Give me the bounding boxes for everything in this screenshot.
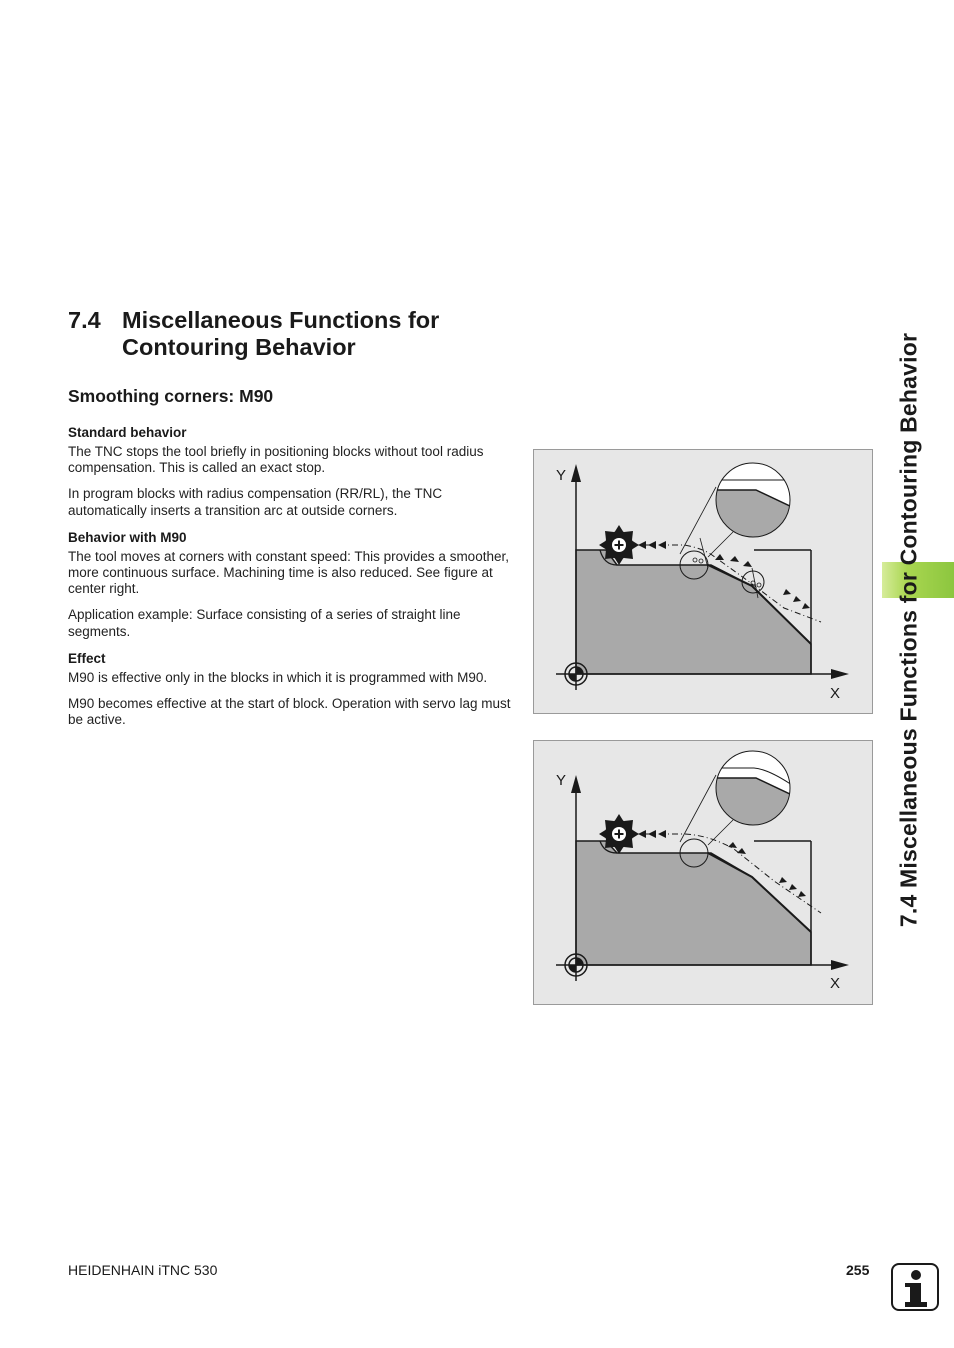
axis-label-y: Y [556,467,567,484]
block-behavior-with-m90 [68,529,513,640]
figure-standard-drawing [534,450,874,715]
paragraph: The tool moves at corners with constant speed: This provides a smoother, more continuous surface. Machining time is also reduced. See figure at center right. [68,548,509,597]
page-number: 255 [846,1262,870,1278]
subsection-title: Smoothing corners: M90 [68,386,274,406]
axis-label-x: X [830,685,841,702]
workpiece [576,841,811,965]
datum-icon [565,954,587,976]
axis-label-x: X [830,975,841,992]
footer-product: HEIDENHAIN iTNC 530 [68,1262,218,1278]
block-standard-behavior [68,424,513,519]
heading-effect: Effect [68,650,106,666]
section-title: Miscellaneous Functions for Contouring Behavior [122,307,440,360]
paragraph: In program blocks with radius compensation (RR/RL), the TNC automatically inserts a transition arc at outside corners. [68,486,443,518]
info-icon [891,1263,939,1311]
axis-label-y: Y [556,772,567,789]
workpiece [576,550,811,674]
milling-cutter-icon [599,814,639,854]
datum-icon [565,663,587,685]
section-number: 7.4 [68,307,101,333]
paragraph: M90 becomes effective at the start of block. Operation with servo lag must be active. [68,696,511,728]
side-section-title: 7.4 Miscellaneous Functions for Contouring Behavior [895,332,922,928]
figure-standard-behavior [533,449,873,714]
section-heading [68,307,542,361]
milling-cutter-icon [599,525,639,565]
heading-behavior-with-m90: Behavior with M90 [68,529,187,545]
heading-standard-behavior: Standard behavior [68,425,187,440]
body-text [68,424,513,738]
paragraph: M90 is effective only in the blocks in which it is programmed with M90. [68,669,488,685]
paragraph: Application example: Surface consisting of a series of straight line segments. [68,607,461,639]
figure-behavior-with-m90 [533,740,873,1005]
figure-m90-drawing [534,741,874,1006]
paragraph: The TNC stops the tool briefly in positioning blocks without tool radius compensation. This is called an exact stop. [68,444,484,476]
block-effect [68,650,513,729]
